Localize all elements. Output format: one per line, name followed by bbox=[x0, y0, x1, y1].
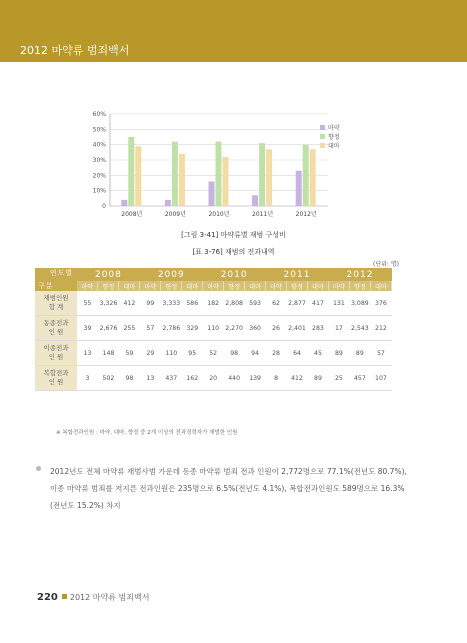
chart-svg bbox=[80, 108, 380, 228]
table-cell: 131 bbox=[328, 291, 349, 316]
table-corner-header bbox=[35, 268, 77, 291]
table-cell: 593 bbox=[245, 291, 266, 316]
x-tick-label: 2012년 bbox=[295, 211, 317, 218]
bar-마약 bbox=[252, 195, 258, 206]
table-row bbox=[35, 291, 392, 316]
legend-label: 마약 bbox=[328, 125, 340, 132]
bar-마약 bbox=[165, 200, 171, 206]
table-cell: 94 bbox=[245, 341, 266, 366]
table-cell: 62 bbox=[266, 291, 287, 316]
bar-마약 bbox=[296, 171, 302, 206]
table-title: [표 3-76] 재범의 전과내역 bbox=[192, 248, 275, 256]
drug-type-header: 마약 bbox=[140, 281, 161, 291]
legend-swatch bbox=[320, 143, 325, 148]
table-cell: 283 bbox=[307, 316, 328, 341]
row-label-line2: 합 계 bbox=[48, 303, 64, 311]
y-tick-label: 20% bbox=[92, 172, 106, 180]
table-cell: 212 bbox=[370, 316, 391, 341]
table-cell: 3,089 bbox=[349, 291, 370, 316]
drug-type-header: 마약 bbox=[203, 281, 224, 291]
year-header: 2011 bbox=[266, 268, 329, 281]
header-bar bbox=[0, 0, 467, 62]
table-cell: 417 bbox=[307, 291, 328, 316]
table-cell: 57 bbox=[370, 341, 391, 366]
table-cell: 148 bbox=[98, 341, 119, 366]
table-cell: 182 bbox=[203, 291, 224, 316]
table-cell: 59 bbox=[119, 341, 140, 366]
table-cell: 2,401 bbox=[287, 316, 308, 341]
bar-향정 bbox=[128, 137, 134, 206]
x-tick-label: 2010년 bbox=[208, 211, 230, 218]
table-row bbox=[35, 316, 392, 341]
row-label-line1: 재범인원 bbox=[43, 294, 69, 302]
bar-대마 bbox=[223, 157, 229, 206]
document-title: 2012 마약류 범죄백서 bbox=[20, 44, 130, 57]
drug-type-header: 마약 bbox=[328, 281, 349, 291]
page-number: 220 bbox=[37, 592, 58, 603]
table-cell: 2,676 bbox=[98, 316, 119, 341]
table-cell: 162 bbox=[182, 366, 203, 391]
drug-type-header: 대마 bbox=[119, 281, 140, 291]
table-cell: 502 bbox=[98, 366, 119, 391]
x-tick-label: 2009년 bbox=[164, 211, 186, 218]
legend-label: 대마 bbox=[328, 143, 340, 150]
table-cell: 13 bbox=[140, 366, 161, 391]
table-cell: 412 bbox=[287, 366, 308, 391]
table-cell: 3,326 bbox=[98, 291, 119, 316]
table-row bbox=[35, 341, 392, 366]
table-cell: 25 bbox=[328, 366, 349, 391]
drug-type-header: 대마 bbox=[307, 281, 328, 291]
table-row bbox=[35, 366, 392, 391]
bar-chart bbox=[80, 108, 380, 228]
table-cell: 3,333 bbox=[161, 291, 182, 316]
drug-type-header: 대마 bbox=[370, 281, 391, 291]
table-cell: 98 bbox=[119, 366, 140, 391]
table-cell: 376 bbox=[370, 291, 391, 316]
drug-type-header: 향정 bbox=[98, 281, 119, 291]
table-cell: 139 bbox=[245, 366, 266, 391]
table-cell: 89 bbox=[349, 341, 370, 366]
table-cell: 255 bbox=[119, 316, 140, 341]
legend-swatch bbox=[320, 125, 325, 130]
row-label-line2: 인 원 bbox=[48, 328, 64, 336]
footer-title: 2012 마약류 범죄백서 bbox=[69, 593, 150, 602]
table-cell: 99 bbox=[140, 291, 161, 316]
x-tick-label: 2008년 bbox=[121, 211, 143, 218]
table-cell: 2,877 bbox=[287, 291, 308, 316]
year-header: 2010 bbox=[203, 268, 266, 281]
corner-category-label: 구분 bbox=[38, 282, 54, 290]
bar-대마 bbox=[179, 154, 185, 206]
row-label-line2: 인 원 bbox=[48, 378, 64, 386]
drug-type-header: 향정 bbox=[224, 281, 245, 291]
drug-type-header: 마약 bbox=[266, 281, 287, 291]
summary-paragraph: 2012년도 전체 마약류 재범사범 가운데 동종 마약류 범죄 전과 인원이 2,772명으로 77.1%(전년도 80.7%), 이종 마약류 범죄를 저지른 전과인원은 235명으로 6.5%(전년도 4.1%), 복합전과인원도 589명으로 16.3%(전년도 15.2%) 차지 bbox=[50, 467, 407, 510]
year-header: 2012 bbox=[328, 268, 391, 281]
table-cell: 98 bbox=[224, 341, 245, 366]
page-footer bbox=[37, 592, 149, 603]
table-cell: 55 bbox=[77, 291, 98, 316]
table-cell: 8 bbox=[266, 366, 287, 391]
table-cell: 45 bbox=[307, 341, 328, 366]
table-cell: 437 bbox=[161, 366, 182, 391]
year-header: 2008 bbox=[77, 268, 140, 281]
table-cell: 95 bbox=[182, 341, 203, 366]
bar-향정 bbox=[216, 142, 222, 206]
drug-type-header: 대마 bbox=[182, 281, 203, 291]
table-cell: 2,543 bbox=[349, 316, 370, 341]
table-cell: 17 bbox=[328, 316, 349, 341]
chart-caption: [그림 3-41] 마약류별 재범 구성비 bbox=[181, 231, 286, 239]
table-cell: 26 bbox=[266, 316, 287, 341]
table-cell: 28 bbox=[266, 341, 287, 366]
table-cell: 457 bbox=[349, 366, 370, 391]
table-cell: 586 bbox=[182, 291, 203, 316]
y-tick-label: 0 bbox=[102, 203, 106, 210]
table-cell: 29 bbox=[140, 341, 161, 366]
table-cell: 110 bbox=[203, 316, 224, 341]
row-label bbox=[35, 366, 77, 391]
table-cell: 89 bbox=[307, 366, 328, 391]
table-cell: 20 bbox=[203, 366, 224, 391]
table-cell: 2,786 bbox=[161, 316, 182, 341]
footer-square-icon bbox=[62, 594, 67, 599]
row-label bbox=[35, 316, 77, 341]
row-label bbox=[35, 291, 77, 316]
bar-향정 bbox=[259, 143, 265, 206]
row-label bbox=[35, 341, 77, 366]
drug-type-header: 향정 bbox=[161, 281, 182, 291]
y-tick-label: 60% bbox=[92, 111, 106, 118]
drug-type-header: 대마 bbox=[245, 281, 266, 291]
y-tick-label: 30% bbox=[92, 157, 106, 164]
drug-type-header: 향정 bbox=[349, 281, 370, 291]
bar-마약 bbox=[121, 200, 127, 206]
bar-마약 bbox=[209, 181, 215, 206]
table-cell: 329 bbox=[182, 316, 203, 341]
table-cell: 3 bbox=[77, 366, 98, 391]
table-cell: 2,808 bbox=[224, 291, 245, 316]
table-cell: 64 bbox=[287, 341, 308, 366]
table-cell: 39 bbox=[77, 316, 98, 341]
y-tick-label: 50% bbox=[92, 126, 106, 134]
bar-향정 bbox=[303, 145, 309, 206]
row-label-line1: 동종전과 bbox=[43, 319, 69, 327]
table-cell: 2,270 bbox=[224, 316, 245, 341]
table-cell: 57 bbox=[140, 316, 161, 341]
legend-swatch bbox=[320, 134, 325, 139]
bar-대마 bbox=[310, 149, 316, 206]
table-cell: 107 bbox=[370, 366, 391, 391]
corner-year-label: 연도별 bbox=[49, 269, 73, 277]
table-unit: (단위: 명) bbox=[373, 261, 399, 268]
y-tick-label: 10% bbox=[92, 187, 106, 195]
drug-type-header: 향정 bbox=[287, 281, 308, 291]
row-label-line2: 인 원 bbox=[48, 353, 64, 361]
table-footnote: ※ 복합전과인원 : 마약, 대마, 향정 중 2개 이상의 전과경력자가 재범한 인원 bbox=[56, 430, 238, 436]
table-cell: 13 bbox=[77, 341, 98, 366]
year-header: 2009 bbox=[140, 268, 203, 281]
row-label-line1: 복합전과 bbox=[43, 369, 69, 377]
x-tick-label: 2011년 bbox=[252, 211, 274, 218]
y-tick-label: 40% bbox=[92, 141, 106, 149]
table-cell: 360 bbox=[245, 316, 266, 341]
drug-type-header: 마약 bbox=[77, 281, 98, 291]
bar-향정 bbox=[172, 142, 178, 206]
table-cell: 412 bbox=[119, 291, 140, 316]
bar-대마 bbox=[135, 146, 141, 206]
table-cell: 89 bbox=[328, 341, 349, 366]
table-cell: 52 bbox=[203, 341, 224, 366]
table-cell: 110 bbox=[161, 341, 182, 366]
data-table bbox=[35, 268, 392, 391]
row-label-line1: 이종전과 bbox=[43, 344, 69, 352]
bar-대마 bbox=[266, 149, 272, 206]
legend-label: 향정 bbox=[328, 134, 340, 141]
bullet-icon bbox=[36, 466, 41, 471]
table-cell: 440 bbox=[224, 366, 245, 391]
